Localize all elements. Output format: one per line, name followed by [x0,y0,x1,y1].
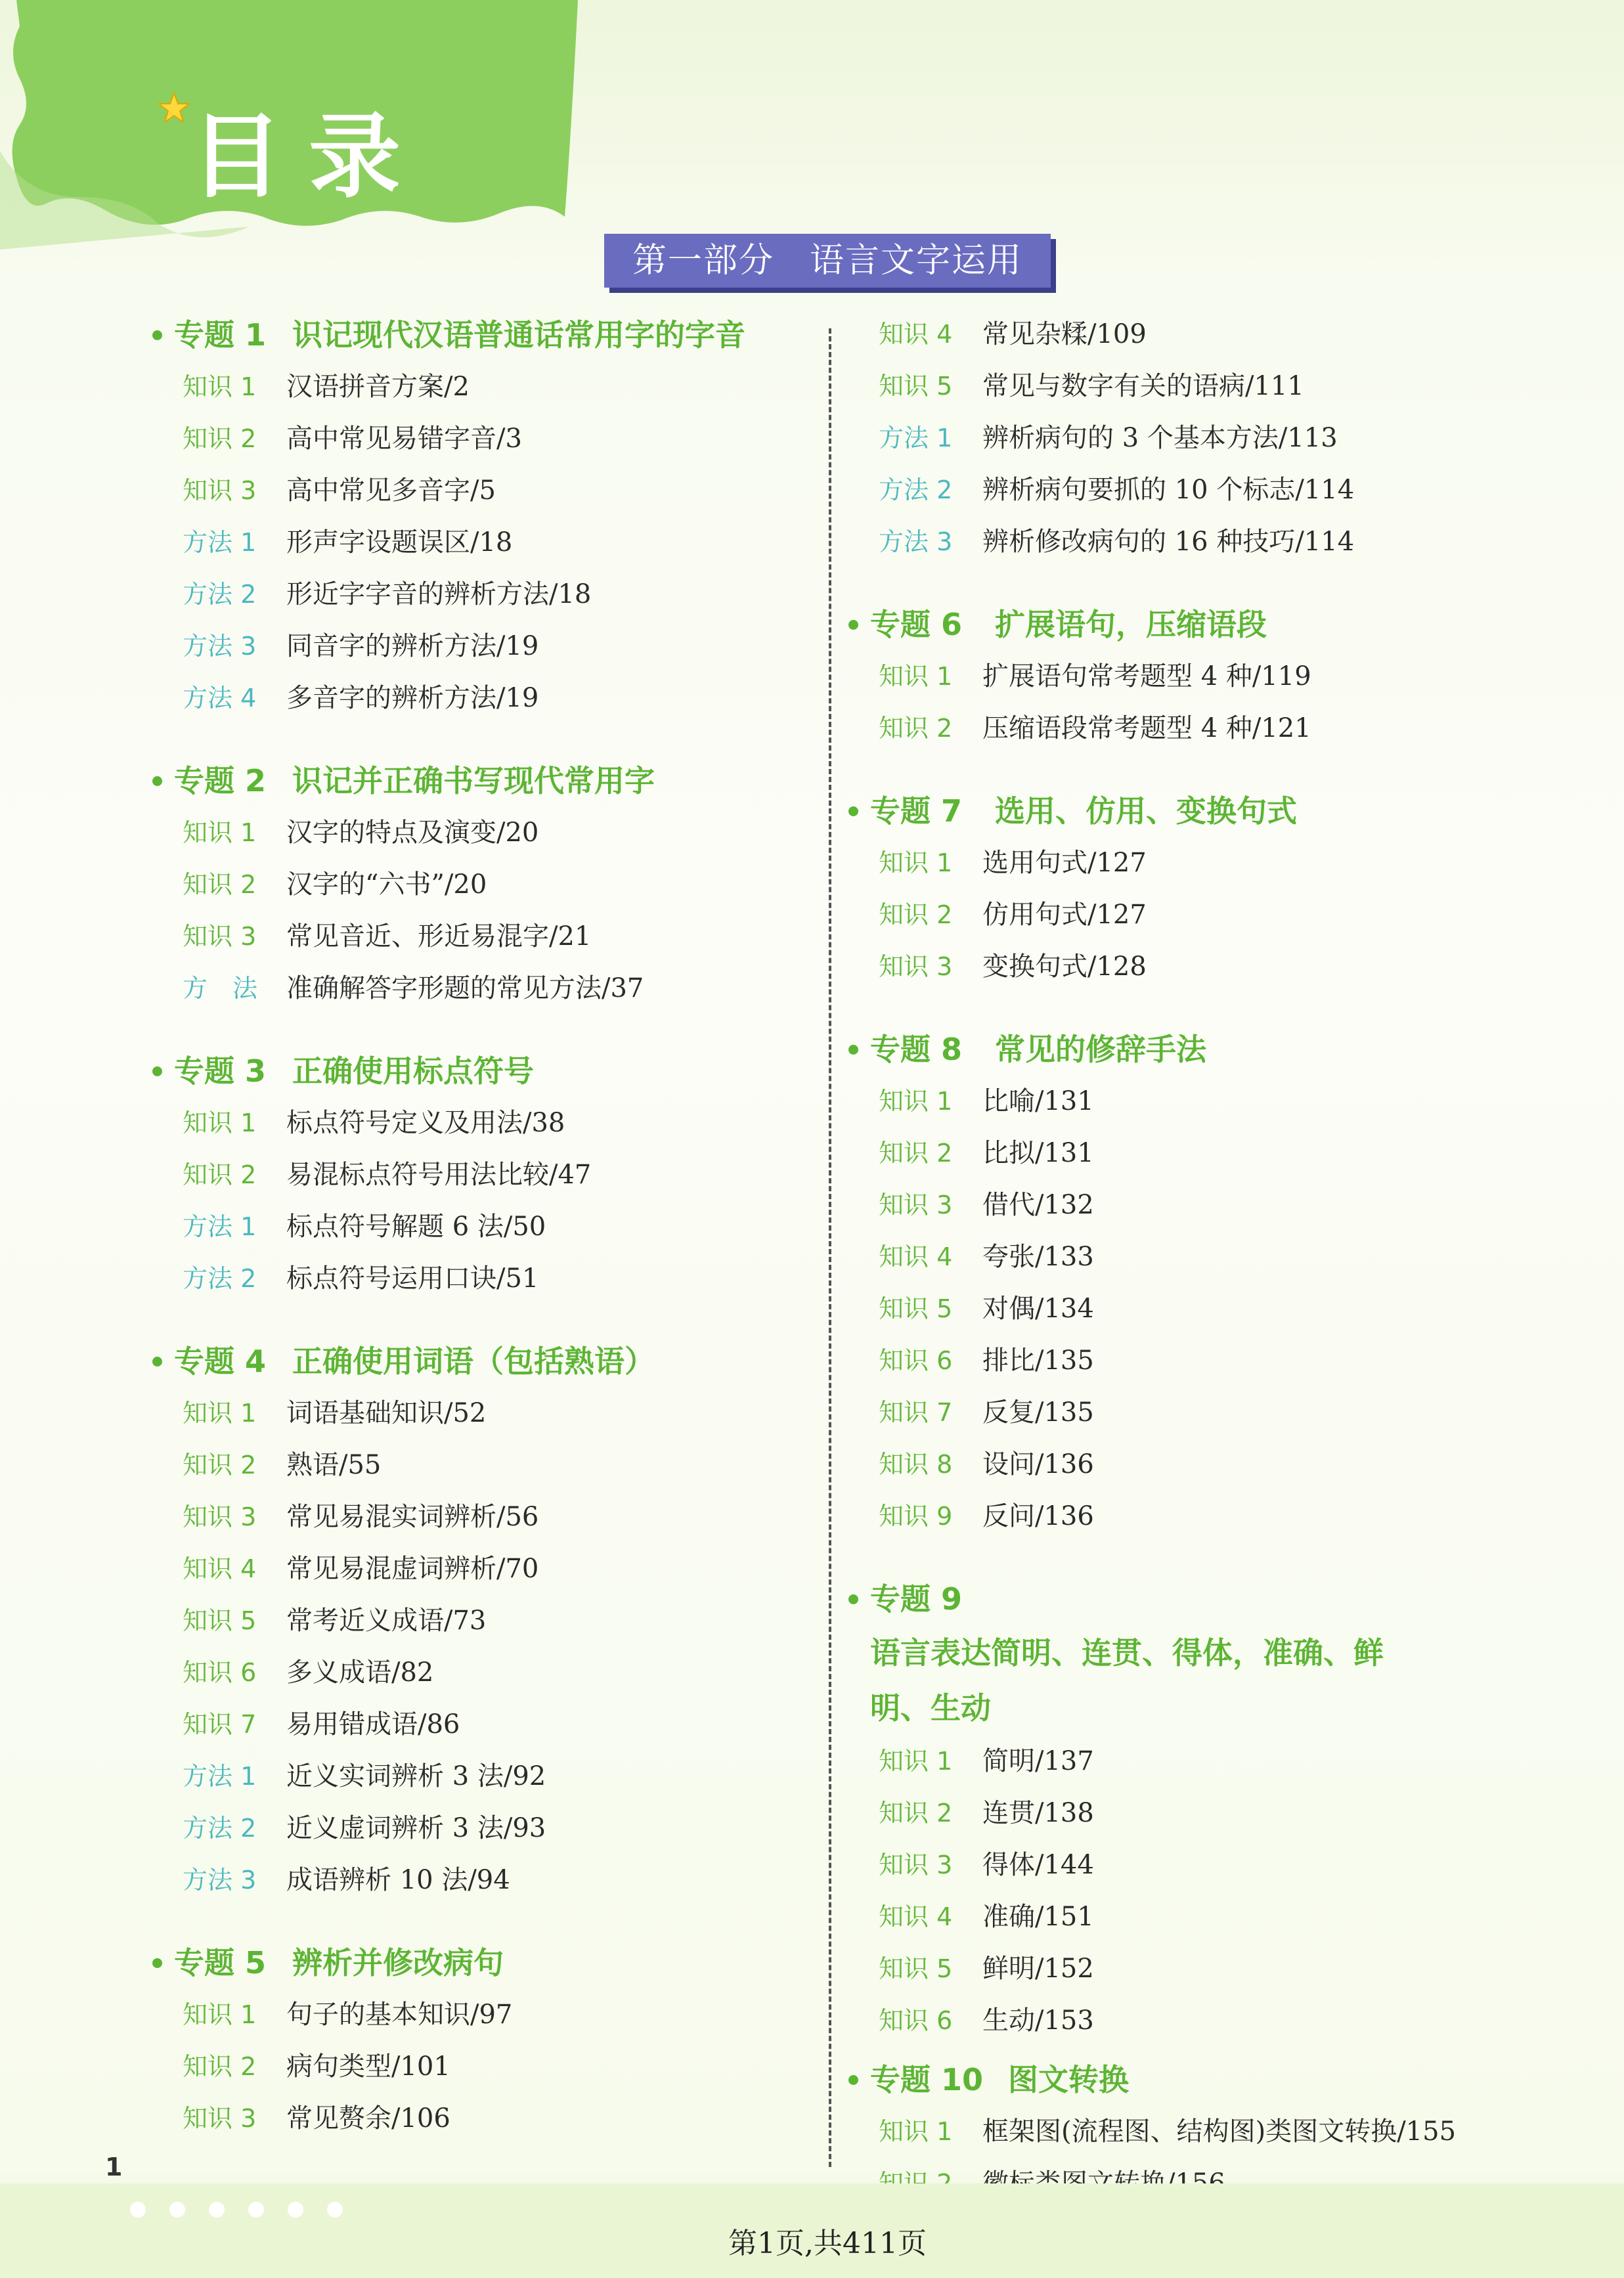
entry-label: 知识 1 [879,662,953,691]
toc-entry[interactable] [158,1201,814,1253]
entry-text: 易混标点符号用法比较/47 [286,1160,592,1190]
entry-text: 近义实词辨析 3 法/92 [286,1761,546,1791]
toc-entry[interactable] [854,516,1510,568]
toc-entry[interactable] [158,413,814,465]
column-divider [829,328,831,2167]
toc-entry[interactable] [854,1839,1510,1891]
entry-text: 熟语/55 [286,1450,382,1480]
entry-text: 成语辨析 10 法/94 [286,1865,510,1895]
toc-entry[interactable] [158,1803,814,1854]
toc-entry[interactable] [158,361,814,413]
topic-number: 专题 1 [174,317,267,353]
topic-number: 专题 3 [174,1053,267,1089]
topic-title: 语言表达简明、连贯、得体，准确、鲜明、生动 [870,1635,1384,1726]
entry-label: 方法 1 [183,1212,257,1241]
entry-label: 方法 2 [183,1264,257,1293]
entry-label: 方法 1 [183,528,257,557]
entry-label: 知识 2 [879,1799,953,1828]
toc-entry[interactable] [854,2106,1510,2158]
entry-text: 常见易混虚词辨析/70 [286,1554,539,1584]
toc-entry[interactable] [854,837,1510,889]
entry-text: 病句类型/101 [286,2051,450,2082]
toc-entry[interactable] [854,1283,1510,1335]
entry-text: 高中常见多音字/5 [286,475,496,506]
topic-title: 常见的修辞手法 [995,1032,1206,1067]
topic-heading[interactable] [854,2053,1510,2106]
entry-label: 知识 4 [879,1242,953,1271]
entry-label: 知识 3 [879,952,953,981]
toc-entry[interactable] [158,1543,814,1595]
entry-text: 选用句式/127 [982,848,1147,878]
entry-label: 知识 2 [183,1451,257,1479]
topic-title: 识记并正确书写现代常用字 [292,763,655,799]
toc-entry[interactable] [158,1699,814,1751]
bullet-dot-icon [152,1066,162,1076]
entry-text: 辨析病句要抓的 10 个标志/114 [982,475,1355,505]
entry-label: 知识 4 [879,1902,953,1931]
toc-entry[interactable] [158,1149,814,1201]
entry-text: 对偶/134 [982,1294,1094,1324]
toc-entry[interactable] [158,621,814,672]
entry-label: 知识 5 [879,1294,953,1323]
entry-text: 压缩语段常考题型 4 种/121 [982,713,1311,743]
toc-entry[interactable] [158,2093,814,2145]
topic-heading[interactable] [158,1335,814,1388]
entry-text: 标点符号定义及用法/38 [286,1108,565,1138]
entry-text: 夸张/133 [982,1242,1094,1272]
toc-entry[interactable] [854,464,1510,516]
entry-text: 设问/136 [982,1449,1094,1479]
entry-text: 生动/153 [982,2005,1094,2036]
entry-text: 常见赘余/106 [286,2103,450,2134]
toc-right-column [854,309,1510,2210]
toc-entry[interactable] [854,1891,1510,1943]
topic-number: 专题 9 [870,1581,963,1617]
entry-text: 简明/137 [982,1746,1094,1776]
entry-label: 知识 2 [879,1139,953,1168]
toc-section [854,598,1510,755]
toc-entry[interactable] [854,1179,1510,1231]
topic-title: 选用、仿用、变换句式 [995,793,1297,829]
toc-entry[interactable] [854,651,1510,703]
toc-entry[interactable] [854,703,1510,755]
entry-text: 句子的基本知识/97 [286,2000,513,2030]
entry-text: 高中常见易错字音/3 [286,424,522,454]
entry-label: 方法 2 [183,1814,257,1843]
entry-text: 常考近义成语/73 [286,1606,487,1636]
topic-heading[interactable] [854,785,1510,837]
toc-entry[interactable] [854,1439,1510,1491]
toc-entry[interactable] [854,1128,1510,1179]
entry-label: 知识 1 [183,818,257,847]
toc-entry[interactable] [158,1751,814,1803]
toc-section [854,309,1510,568]
entry-label: 知识 6 [183,1658,257,1687]
entry-label: 知识 1 [183,1108,257,1137]
entry-text: 常见易混实词辨析/56 [286,1502,539,1532]
entry-text: 反复/135 [982,1397,1094,1428]
toc-entry[interactable] [158,1989,814,2041]
toc-section [854,1573,1510,2047]
entry-label: 知识 3 [879,1851,953,1879]
bullet-dot-icon [152,1958,162,1968]
toc-entry[interactable] [158,1647,814,1699]
entry-text: 得体/144 [982,1850,1094,1880]
topic-title: 识记现代汉语普通话常用字的字音 [292,317,745,353]
topic-heading[interactable] [158,1045,814,1097]
toc-entry[interactable] [158,1854,814,1906]
topic-title: 辨析并修改病句 [292,1945,504,1981]
entry-text: 形近字字音的辨析方法/18 [286,579,592,609]
entry-text: 多音字的辨析方法/19 [286,683,539,713]
entry-text: 借代/132 [982,1190,1094,1220]
toc-entry[interactable] [158,672,814,724]
entry-label: 知识 3 [183,1502,257,1531]
toc-entry[interactable] [854,941,1510,993]
entry-text: 汉字的“六书”/20 [286,869,487,900]
toc-entry[interactable] [854,1787,1510,1839]
toc-section [158,309,814,724]
bullet-dot-icon [848,1594,858,1604]
entry-text: 形声字设题误区/18 [286,527,513,558]
entry-text: 词语基础知识/52 [286,1398,487,1428]
toc-entry[interactable] [854,1387,1510,1439]
entry-label: 知识 8 [879,1450,953,1479]
entry-label: 方法 4 [183,684,257,712]
topic-number: 专题 8 [870,1032,963,1067]
topic-heading[interactable] [158,755,814,807]
entry-label: 知识 6 [879,2006,953,2035]
entry-label: 知识 1 [879,1087,953,1116]
toc-entry[interactable] [854,361,1510,412]
toc-entry[interactable] [854,412,1510,464]
entry-label: 方法 2 [879,475,953,504]
entry-text: 汉字的特点及演变/20 [286,818,539,848]
entry-label: 知识 7 [879,1398,953,1427]
topic-title: 图文转换 [1008,2062,1129,2097]
toc-left-column [158,309,814,2145]
entry-label: 知识 7 [183,1710,257,1739]
entry-text: 排比/135 [982,1346,1094,1376]
entry-text: 标点符号解题 6 法/50 [286,1212,546,1242]
bullet-dot-icon [848,620,858,630]
topic-number: 专题 7 [870,793,963,829]
entry-text: 汉语拼音方案/2 [286,372,470,402]
entry-label: 知识 1 [183,2000,257,2029]
entry-label: 知识 1 [183,372,257,401]
footer-page-count: 第1页,共411页 [728,2227,927,2260]
toc-entry[interactable] [158,517,814,569]
toc-section [158,755,814,1015]
entry-text: 辨析病句的 3 个基本方法/113 [982,423,1338,453]
topic-number: 专题 2 [174,763,267,799]
entry-label: 知识 6 [879,1346,953,1375]
toc-entry[interactable] [854,1076,1510,1128]
entry-label: 知识 5 [879,372,953,401]
topic-number: 专题 10 [870,2062,984,2097]
toc-entry[interactable] [158,1491,814,1543]
entry-text: 多义成语/82 [286,1657,434,1688]
entry-text: 标点符号运用口诀/51 [286,1263,539,1294]
toc-entry[interactable] [854,889,1510,941]
entry-label: 方法 1 [879,424,953,452]
toc-entry[interactable] [158,963,814,1015]
entry-label: 知识 3 [183,2104,257,2133]
bullet-dot-icon [152,776,162,786]
entry-label: 方法 2 [183,580,257,609]
topic-number: 专题 4 [174,1344,267,1379]
entry-label: 知识 5 [183,1606,257,1635]
entry-label: 方法 1 [183,1762,257,1791]
entry-text: 常见音近、形近易混字/21 [286,921,592,952]
entry-label: 知识 2 [183,2052,257,2081]
toc-entry[interactable] [854,1943,1510,1995]
bullet-dot-icon [152,1357,162,1367]
topic-heading[interactable] [854,598,1510,651]
entry-label: 知识 1 [183,1399,257,1428]
toc-entry[interactable] [854,309,1510,361]
entry-label: 知识 3 [879,1191,953,1219]
toc-section [158,1937,814,2145]
topic-number: 专题 5 [174,1945,267,1981]
decorative-dots [125,2193,453,2233]
part-banner [604,234,1051,288]
entry-label: 方法 3 [183,632,257,661]
entry-label: 知识 1 [879,2117,953,2146]
entry-label: 知识 5 [879,1954,953,1983]
topic-title: 扩展语句，压缩语段 [995,607,1267,642]
toc-entry[interactable] [854,1231,1510,1283]
entry-label: 知识 3 [183,922,257,951]
toc-entry[interactable] [158,807,814,859]
entry-label: 知识 9 [879,1502,953,1531]
entry-label: 知识 1 [879,848,953,877]
toc-entry[interactable] [854,1491,1510,1543]
entry-text: 同音字的辨析方法/19 [286,631,539,661]
topic-heading[interactable] [854,1573,1510,1736]
topic-heading[interactable] [158,309,814,361]
entry-label: 知识 2 [183,424,257,453]
toc-entry[interactable] [158,911,814,963]
entry-label: 知识 4 [183,1554,257,1583]
toc-entry[interactable] [854,1995,1510,2047]
toc-section [854,1023,1510,1543]
entry-label: 知识 4 [879,320,953,349]
toc-entry[interactable] [158,1595,814,1647]
entry-label: 知识 2 [879,900,953,929]
entry-text: 近义虚词辨析 3 法/93 [286,1813,546,1843]
topic-title: 正确使用词语（包括熟语） [292,1344,655,1379]
entry-text: 常见与数字有关的语病/111 [982,371,1304,401]
toc-entry[interactable] [158,859,814,911]
bullet-dot-icon [848,1045,858,1055]
bullet-dot-icon [848,2075,858,2085]
entry-text: 易用错成语/86 [286,1709,460,1740]
toc-entry[interactable] [158,465,814,517]
toc-entry[interactable] [158,1439,814,1491]
toc-section [158,1335,814,1906]
toc-entry[interactable] [158,2041,814,2093]
entry-text: 常见杂糅/109 [982,319,1147,349]
part-title: 第一部分 语言文字运用 [632,241,1022,280]
topic-heading[interactable] [158,1937,814,1989]
entry-text: 扩展语句常考题型 4 种/119 [982,661,1311,691]
page-title: 目录 [190,104,428,211]
entry-label: 知识 2 [183,1160,257,1189]
toc-entry[interactable] [854,1335,1510,1387]
entry-label: 方 法 [183,974,258,1003]
entry-text: 反问/136 [982,1501,1094,1531]
star-icon [158,92,190,125]
entry-text: 变换句式/128 [982,952,1147,982]
entry-text: 准确解答字形题的常见方法/37 [286,973,644,1003]
topic-number: 专题 6 [870,607,963,642]
toc-entry[interactable] [158,1097,814,1149]
entry-text: 准确/151 [982,1902,1094,1932]
entry-text: 框架图(流程图、结构图)类图文转换/155 [982,2116,1457,2147]
toc-entry[interactable] [854,1736,1510,1787]
entry-label: 知识 3 [183,476,257,505]
entry-label: 知识 1 [879,1747,953,1776]
entry-text: 连贯/138 [982,1798,1094,1828]
bullet-dot-icon [152,330,162,340]
bullet-dot-icon [848,806,858,816]
toc-entry[interactable] [158,1388,814,1439]
entry-label: 知识 2 [879,714,953,743]
entry-text: 鲜明/152 [982,1954,1094,1984]
entry-text: 比拟/131 [982,1138,1094,1168]
entry-label: 方法 3 [183,1866,257,1895]
toc-section [854,785,1510,993]
entry-text: 比喻/131 [982,1086,1094,1116]
entry-text: 辨析修改病句的 16 种技巧/114 [982,527,1355,557]
topic-heading[interactable] [854,1023,1510,1076]
topic-title: 正确使用标点符号 [292,1053,534,1089]
toc-entry[interactable] [158,1253,814,1305]
toc-section [158,1045,814,1305]
entry-label: 知识 2 [183,870,257,899]
entry-label: 方法 3 [879,527,953,556]
page-number: 1 [105,2153,123,2181]
toc-entry[interactable] [158,569,814,621]
entry-text: 仿用句式/127 [982,900,1147,930]
